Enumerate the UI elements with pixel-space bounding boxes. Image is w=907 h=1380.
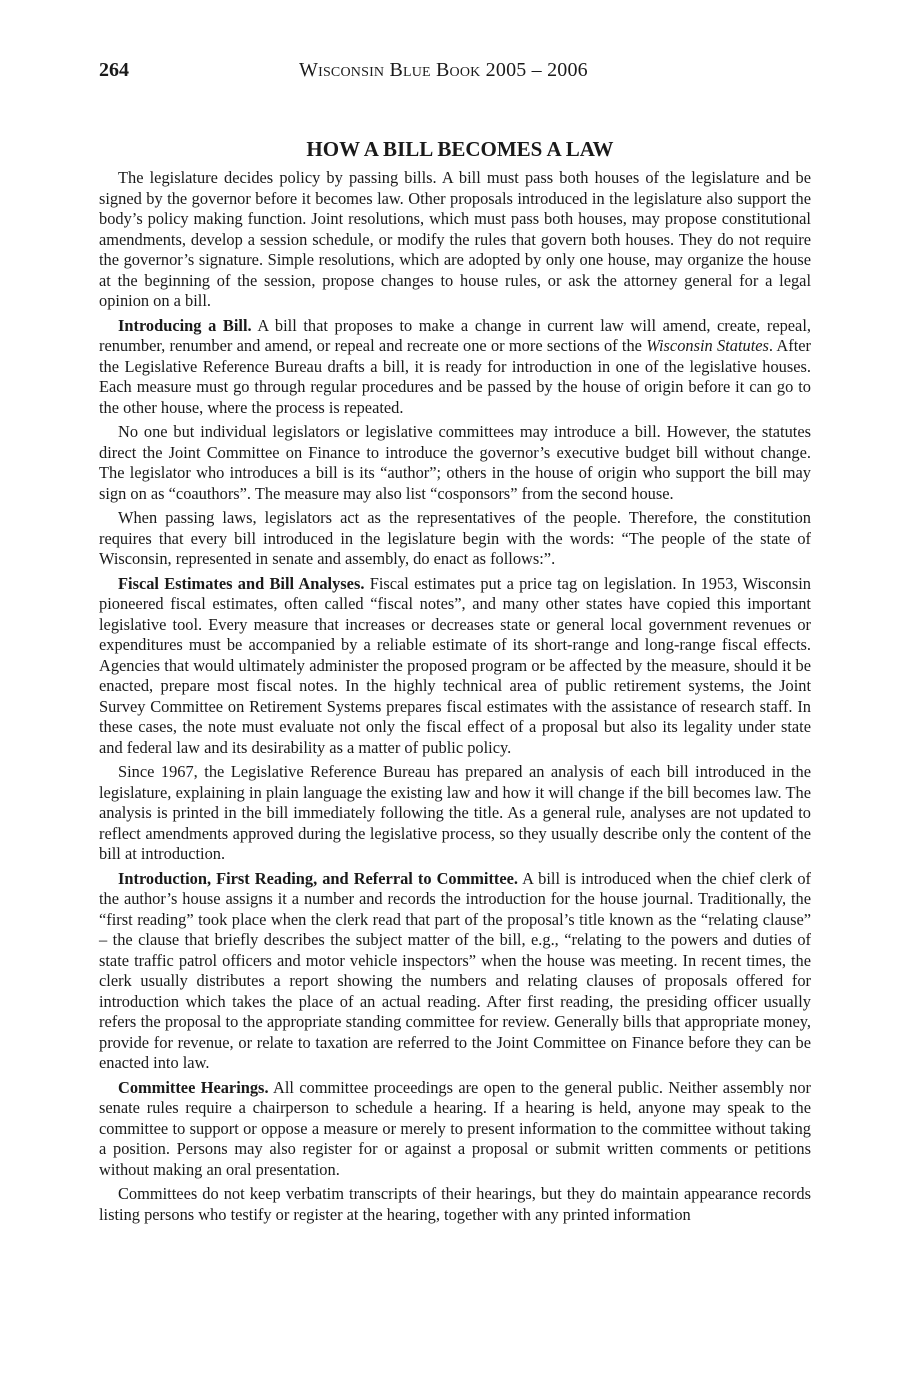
paragraph-text: Fiscal estimates put a price tag on legislation. In 1953, Wisconsin pioneered fiscal estimates, often called “fiscal notes”, and many other states have copied this important legislative tool. Every measure that increases or decreases state or general local government revenues or expenditures must be accompanied by a reliable estimate of its short-range and long-range fiscal effects. Agencies that would ultimately administer the proposed program or be affected by the measure, should it be enacted, prepare most fiscal notes. In the highly technical area of public retirement systems, the Joint Survey Committee on Retirement Systems prepares fiscal estimates with the assistance of research staff. In these cases, the note must evaluate not only the fiscal effect of a proposal but also its legality under state and federal law and its desirability as a matter of public policy. (99, 573, 811, 757)
paragraph-heading: Fiscal Estimates and Bill Analyses. (118, 573, 365, 593)
paragraph-fiscal-estimates (99, 574, 811, 759)
book-title: Wisconsin Blue Book 2005 – 2006 (299, 59, 588, 81)
paragraph-text: A bill is introduced when the chief clerk of the author’s house assigns it a number and records the introduction for the house journal. Traditionally, the “first reading” took place when the clerk read that part of the proposal’s title known as the “relating clause” – the clause that briefly describes the subject matter of the bill, e.g., “relating to the powers and duties of state traffic patrol officers and motor vehicle inspectors” when the house was meeting. In recent times, the clerk usually distributes a report showing the numbers and relating clauses of proposals offered for introduction which takes the place of an actual reading. After first reading, the presiding officer usually refers the proposal to the appropriate standing committee for review. Generally bills that appropriate money, provide for revenue, or relate to taxation are referred to the Joint Committee on Finance before they can be enacted into law. (99, 868, 811, 1072)
paragraph-text: Since 1967, the Legislative Reference Bureau has prepared an analysis of each bill introduced in the legislature, explaining in plain language the existing law and how it will change if the bill becomes law. The analysis is printed in the bill immediately following the title. As a general rule, analyses are not updated to reflect amendments approved during the legislative process, so they usually describe only the content of the bill at introduction. (99, 762, 811, 863)
statutes-title: Wisconsin Statutes (646, 336, 769, 355)
paragraph-who-may-introduce (99, 422, 811, 504)
paragraph-bill-analyses (99, 762, 811, 865)
paragraph-text: When passing laws, legislators act as the representatives of the people. Therefore, the constitution requires that every bill introduced in the legislature begin with the words: “The people of the state of Wisconsin, represented in senate and assembly, do enact as follows:”. (99, 508, 811, 568)
paragraph-enacting-clause (99, 508, 811, 570)
paragraph-introducing-a-bill (99, 316, 811, 419)
page-number: 264 (99, 59, 129, 81)
section-title: HOW A BILL BECOMES A LAW (306, 137, 614, 161)
paragraph-text: The legislature decides policy by passing bills. A bill must pass both houses of the legislature and be signed by the governor before it becomes law. Other proposals introduced in the legislature also support the body’s policy making function. Joint resolutions, which must pass both houses, may propose constitutional amendments, develop a session schedule, or modify the rules that govern both houses. They do not require the governor’s signature. Simple resolutions, which are adopted by only one house, may organize the house at the beginning of the session, propose changes to house rules, or ask the attorney general for a legal opinion on a bill. (99, 168, 811, 310)
paragraph-heading: Introduction, First Reading, and Referral to Committee. (118, 868, 519, 888)
paragraph-text: No one but individual legislators or legislative committees may introduce a bill. However, the statutes direct the Joint Committee on Finance to introduce the governor’s executive budget bill without change. The legislator who introduces a bill is its “author”; others in the house of origin who support the bill may sign on as “coauthors”. The measure may also list “cosponsors” from the second house. (99, 422, 811, 503)
paragraph-heading: Committee Hearings. (118, 1077, 269, 1097)
paragraph-heading: Introducing a Bill. (118, 315, 252, 335)
running-head (99, 58, 811, 82)
paragraph-committee-hearings (99, 1078, 811, 1181)
paragraph-appearance-records (99, 1184, 811, 1225)
article-body (99, 136, 811, 1229)
paragraph-text: Committees do not keep verbatim transcripts of their hearings, but they do maintain appearance records listing persons who testify or register at the hearing, together with any printed information (99, 1184, 811, 1224)
paragraph-intro (99, 168, 811, 312)
paragraph-text: A bill that proposes to make a change in current law will amend, create, repeal, renumber, renumber and amend, or repeal and recreate one or more sections of the (99, 315, 811, 355)
paragraph-first-reading (99, 869, 811, 1074)
paragraph-text: All committee proceedings are open to the general public. Neither assembly nor senate rules require a chairperson to schedule a hearing. If a hearing is held, anyone may speak to the committee to support or oppose a measure or merely to present information to the committee without taking a position. Persons may also register for or against a proposal or submit written comments or petitions without making an oral presentation. (99, 1077, 811, 1179)
paragraph-text: . After the Legislative Reference Bureau drafts a bill, it is ready for introduction in one of the legislative houses. Each measure must go through regular procedures and be passed by the house of origin before it can go to the other house, where the process is repeated. (99, 336, 811, 417)
